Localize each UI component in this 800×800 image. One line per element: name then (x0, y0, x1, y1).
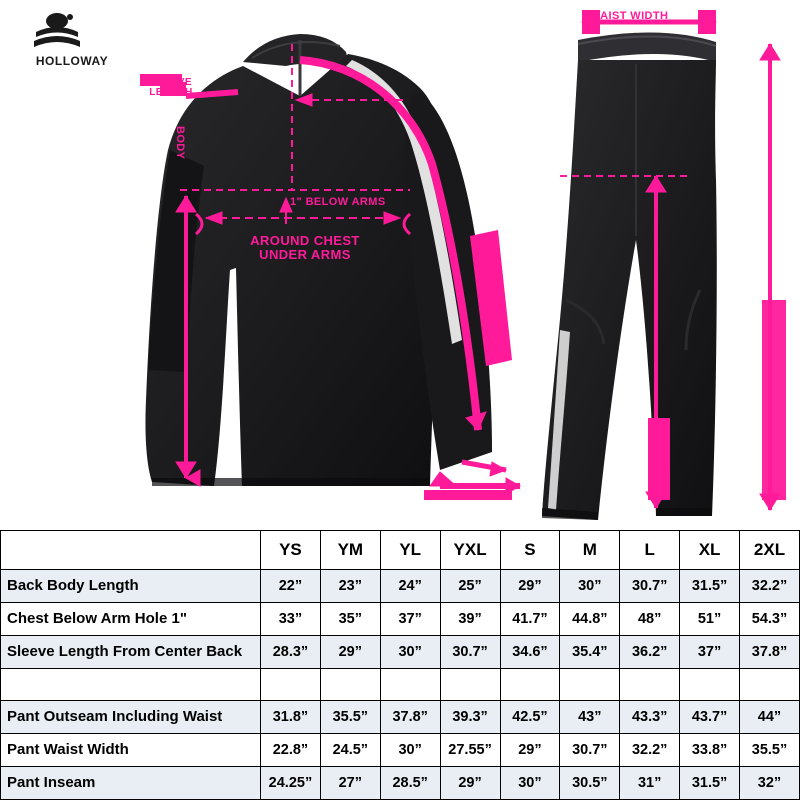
measurement-cell: 54.3” (740, 603, 800, 636)
measurement-cell: 28.5” (380, 766, 440, 799)
column-header-xl: XL (680, 531, 740, 570)
measurement-cell: 35.4” (560, 636, 620, 669)
pants-graphic (542, 32, 717, 520)
sleeve-length-label (136, 78, 206, 98)
measurement-cell: 44” (740, 700, 800, 733)
measurement-cell: 30” (380, 733, 440, 766)
measurement-cell (620, 669, 680, 701)
measurement-cell: 34.6” (500, 636, 560, 669)
measurement-cell: 30.7” (620, 570, 680, 603)
table-spacer-row (1, 669, 800, 701)
measurement-cell: 37.8” (380, 700, 440, 733)
measurement-cell: 30” (560, 570, 620, 603)
measurement-cell: 35.5” (320, 700, 380, 733)
measurement-cell: 43” (560, 700, 620, 733)
measurement-cell: 39.3” (440, 700, 500, 733)
table-header-row (1, 531, 800, 570)
measurement-cell: 32.2” (740, 570, 800, 603)
measurement-cell: 27.55” (440, 733, 500, 766)
table-row (1, 766, 800, 799)
sleeve-length-label-line1: SLEEVE (150, 77, 192, 88)
row-label: Pant Inseam (1, 766, 261, 799)
column-header-2xl: 2XL (740, 531, 800, 570)
measurement-cell: 31.5” (680, 570, 740, 603)
measurement-cell: 29” (320, 636, 380, 669)
column-header-s: S (500, 531, 560, 570)
measurement-cell: 22” (261, 570, 321, 603)
measurement-cell: 42.5” (500, 700, 560, 733)
measurement-cell (560, 669, 620, 701)
row-label: Chest Below Arm Hole 1" (1, 603, 261, 636)
table-row (1, 733, 800, 766)
measurement-cell (680, 669, 740, 701)
measurement-cell: 43.7” (680, 700, 740, 733)
column-header-ys: YS (261, 531, 321, 570)
measurement-cell: 41.7” (500, 603, 560, 636)
measurement-cell: 37.8” (740, 636, 800, 669)
measurement-cell: 28.3” (261, 636, 321, 669)
table-row (1, 570, 800, 603)
measurement-cell (320, 669, 380, 701)
measurement-cell: 25” (440, 570, 500, 603)
size-chart-table (0, 530, 800, 800)
measurement-cell: 31” (620, 766, 680, 799)
column-header-yl: YL (380, 531, 440, 570)
column-header-l: L (620, 531, 680, 570)
measurement-cell: 39” (440, 603, 500, 636)
measurement-cell (440, 669, 500, 701)
sleeve-length-label-line2: LENGTH (149, 87, 193, 98)
measurement-cell: 33” (261, 603, 321, 636)
row-label (1, 669, 261, 701)
measurement-cell: 23” (320, 570, 380, 603)
measurement-cell: 36.2” (620, 636, 680, 669)
measurement-cell (380, 669, 440, 701)
measurement-cell: 30.5” (560, 766, 620, 799)
measurement-cell: 32.2” (620, 733, 680, 766)
measurement-cell: 30” (500, 766, 560, 799)
measurement-cell: 33.8” (680, 733, 740, 766)
measurement-cell: 27” (320, 766, 380, 799)
measurement-cell: 37” (380, 603, 440, 636)
row-label: Sleeve Length From Center Back (1, 636, 261, 669)
measurement-cell: 32” (740, 766, 800, 799)
measurement-cell: 30.7” (560, 733, 620, 766)
measurement-cell: 24.5” (320, 733, 380, 766)
table-row (1, 603, 800, 636)
around-chest-label (240, 234, 370, 262)
measurement-cell: 43.3” (620, 700, 680, 733)
measurement-cell: 37” (680, 636, 740, 669)
measurement-cell (740, 669, 800, 701)
row-label: Pant Waist Width (1, 733, 261, 766)
around-chest-label-line1: AROUND CHEST (250, 233, 360, 248)
measurement-cell: 35.5” (740, 733, 800, 766)
table-row (1, 636, 800, 669)
table-corner-cell (1, 531, 261, 570)
waist-width-label: WAIST WIDTH (590, 10, 669, 22)
below-arms-label: 1" BELOW ARMS (290, 196, 386, 208)
brand-logo-text: HOLLOWAY (35, 54, 109, 68)
measurement-cell: 24” (380, 570, 440, 603)
measurement-cell: 51” (680, 603, 740, 636)
measurement-cell: 44.8” (560, 603, 620, 636)
measurement-cell: 30.7” (440, 636, 500, 669)
column-header-yxl: YXL (440, 531, 500, 570)
measurement-cell: 29” (440, 766, 500, 799)
row-label: Pant Outseam Including Waist (1, 700, 261, 733)
row-label: Back Body Length (1, 570, 261, 603)
measurement-cell: 29” (500, 733, 560, 766)
measurement-cell: 31.8” (261, 700, 321, 733)
measurement-cell (261, 669, 321, 701)
measurement-cell: 48” (620, 603, 680, 636)
measurement-cell: 22.8” (261, 733, 321, 766)
table-body (1, 570, 800, 800)
body-length-label: BODY (174, 126, 186, 160)
measurement-cell: 35” (320, 603, 380, 636)
table-row (1, 700, 800, 733)
measurement-cell: 30” (380, 636, 440, 669)
measurement-cell: 31.5” (680, 766, 740, 799)
column-header-m: M (560, 531, 620, 570)
measurement-cell: 24.25” (261, 766, 321, 799)
measurement-cell (500, 669, 560, 701)
column-header-ym: YM (320, 531, 380, 570)
measurement-cell: 29” (500, 570, 560, 603)
around-chest-label-line2: UNDER ARMS (259, 247, 351, 262)
